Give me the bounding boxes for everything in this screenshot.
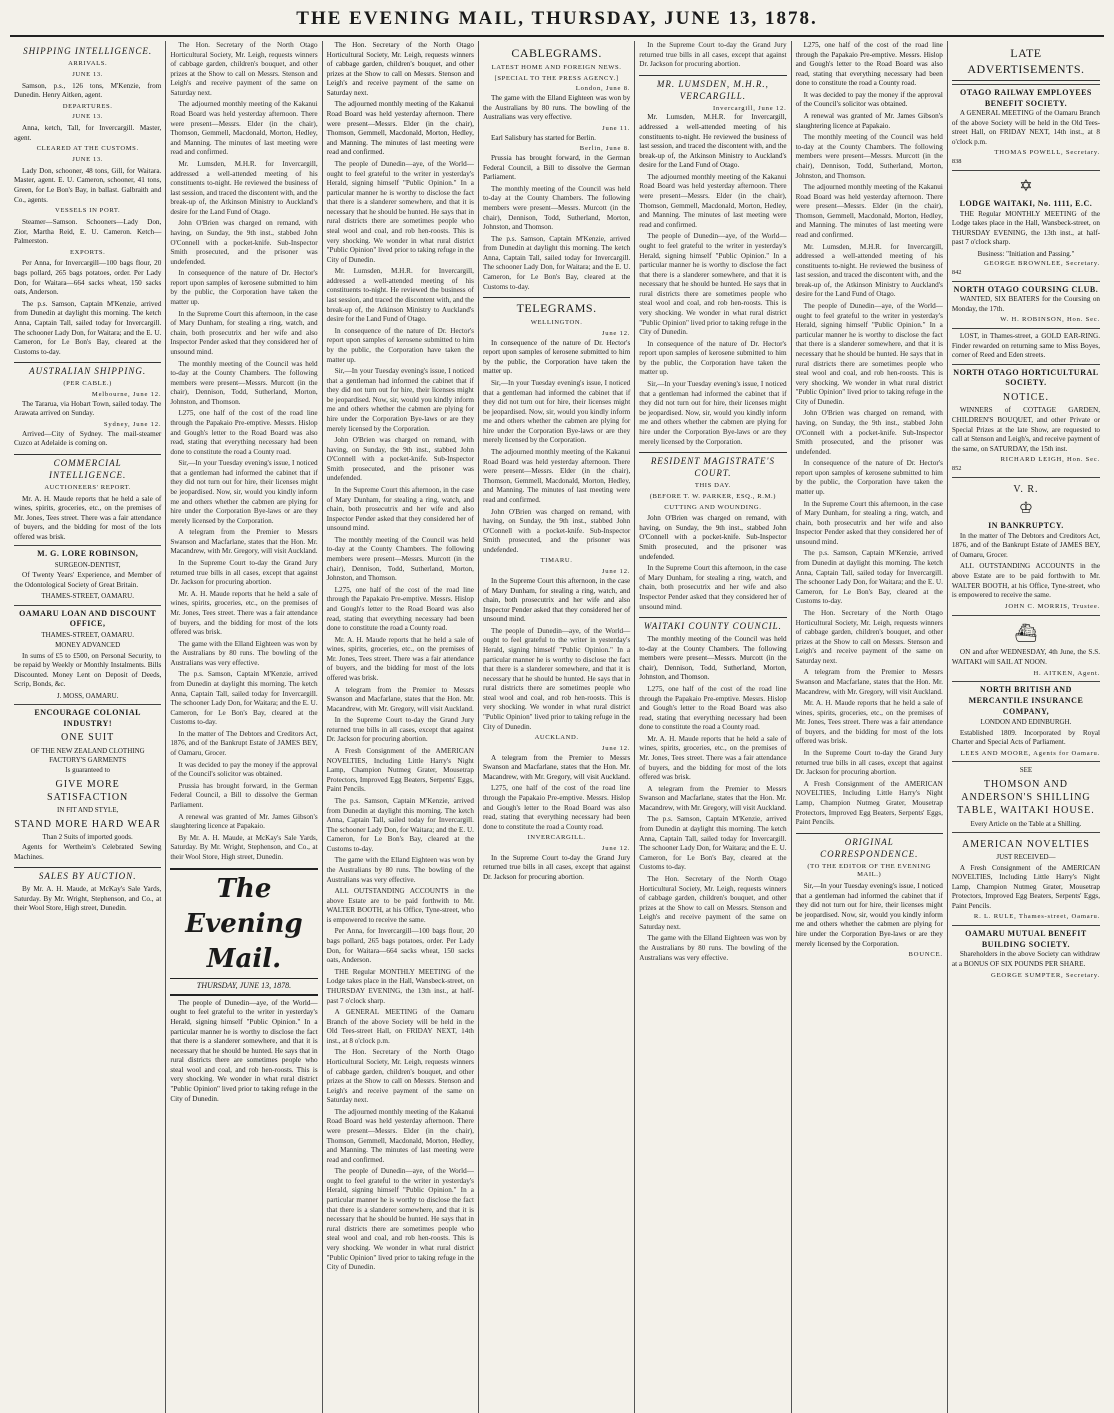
column-4-article-4: The adjourned monthly meeting of the Kakanui Road Board was held yesterday afternoon. There were present—Messrs. Elder (in the chair), Thomson, Gemmell, Macdonald, Morton, Hedley, and Manning. The minutes of last meeting were read and confirmed.: [482, 448, 631, 504]
correspondence-sub: (TO THE EDITOR OF THE EVENING MAIL.): [807, 862, 932, 879]
sales-heading: SALES BY AUCTION.: [14, 867, 161, 883]
american-novelties-ad: [952, 832, 1100, 922]
column-5-article: The adjourned monthly meeting of the Kakanui Road Board was held yesterday afternoon. There were present—Messrs. Elder (in the chair), Thomson, Gemmell, Macdonald, Morton, Hedley, and Manning. The minutes of last meeting were read and confirmed.: [639, 172, 787, 229]
steamer-ad: [952, 615, 1100, 679]
column-6-article-12: In the Supreme Court to-day the Grand Jury returned true bills in all cases, except that against Dr. Jackson for procuring abortion.: [795, 749, 943, 777]
building-society-signature: GEORGE SUMPTER, Secretary.: [991, 971, 1101, 979]
column-2-article-15: In the matter of The Debtors and Creditors Act, 1876, and of the Bankrupt Estate of JAMES BEY, of Oamaru, Grocer.: [170, 729, 318, 758]
clothing-ad-text-3: IN FIT AND STYLE,: [56, 806, 119, 815]
cable-text-2: Earl Salisbury has started for Berlin.: [490, 133, 596, 142]
cable-text-3: Prussia has brought forward, in the German Federal Council, a Bill to dissolve the German Parliament.: [482, 154, 631, 182]
steamship-icon: ⛴: [1014, 622, 1038, 643]
shipping-heading: SHIPPING INTELLIGENCE.: [23, 46, 153, 56]
dentist-ad-address: THAMES-STREET, OAMARU.: [41, 592, 134, 601]
telegrams-heading: TELEGRAMS.: [483, 297, 630, 317]
lodge-ad-number: 842: [951, 269, 962, 277]
shilling-ad-see: SEE: [1019, 766, 1033, 775]
column-3-article-8: L275, one half of the cost of the road line through the Papakaio Pre-emptive. Messrs. Hislop and Gough's letter to the Road Board was also read, stating that everything necessary had been done to constitute the road a County road.: [326, 585, 474, 633]
column-2-article: The Hon. Secretary of the North Otago Horticultural Society, Mr. Leigh, requests winners of cabbage garden, children's bouquet, and other prizes at the Show to call on Messrs. Stenson and Leigh's and receive payment of the same on Saturday next.: [170, 41, 318, 97]
novelties-ad-sub: JUST RECEIVED—: [996, 853, 1056, 862]
loan-ad-head: MONEY ADVANCED: [55, 641, 121, 650]
column-5-article-9: The p.s. Samson, Captain M'Kenzie, arrived from Dunedin at daylight this morning. The ketch Anna, Captain Tall, sailed today for Invercargill. The schooner Lady Don, for Waitara; and the E. U. Cameron, for Le Bon's Bay, cleared at the Customs to-day.: [639, 815, 787, 872]
novelties-ad-title: AMERICAN NOVELTIES: [961, 838, 1090, 850]
lodge-ad-signature: GEORGE BROWNLEE, Secretary.: [984, 260, 1101, 268]
column-3-article: The people of Dunedin—aye, of the World—ought to feel grateful to the writer in yesterday's Herald, signing himself "Public Opinion." In a particular manner he is worthy to disclose the fact that there is a slanderer somewhere, and that it is necessary that he should be hunted. He says that in rural districts there are sometimes people who steal wool and coal, and rob hen-roosts. This is very shocking. We wonder in what rural district "Public Opinion" lived prior to taking refuge in the City of Dunedin.: [326, 159, 474, 264]
cablegrams-sub-2: [SPECIAL TO THE PRESS AGENCY.]: [494, 74, 619, 82]
column-2-article-2: The adjourned monthly meeting of the Kakanui Road Board was held yesterday afternoon. There were present—Messrs. Elder (in the chair), Thomson, Gemmell, Macdonald, Morton, Hedley, and Manning. The minutes of last meeting were read and confirmed.: [170, 100, 318, 157]
masonic-emblem-icon: ✡: [1019, 177, 1033, 195]
waitaki-council-text: The monthly meeting of the Council was held to-day at the County Chambers. The following members were present—Messrs. Murcott (in the chair), Dennison, Todd, Sutherland, Morton, Johnston, and Thomson.: [639, 635, 787, 682]
clothing-ad-big-2: STAND MORE HARD WEAR: [14, 818, 161, 830]
cablegrams-heading: CABLEGRAMS.: [511, 46, 602, 60]
rm-court-heading: RESIDENT MAGISTRATE'S COURT.: [639, 452, 786, 480]
column-2-article-10: A telegram from the Premier to Messrs Swanson and Macfarlane, states that the Hon. Mr. Macandrew, with Mr. Gregory, will visit Auckland.: [170, 528, 318, 556]
steamer-ad-text: ON and after WEDNESDAY, 4th June, the S.S. WAITAKI will SAIL AT NOON.: [951, 648, 1101, 667]
coursing-ad-text: WANTED, SIX BEATERS for the Coursing on Monday, the 17th.: [951, 295, 1101, 313]
cablegrams-sub-1: LATEST HOME AND FOREIGN NEWS.: [491, 63, 622, 71]
column-3-article-20: The adjourned monthly meeting of the Kakanui Road Board was held yesterday afternoon. There were present—Messrs. Elder (in the chair), Thomson, Gemmell, Macdonald, Morton, Hedley, and Manning. The minutes of last meeting were read and confirmed.: [326, 1107, 474, 1164]
column-5-article-6: L275, one half of the cost of the road line through the Papakaio Pre-emptive. Messrs. Hislop and Gough's letter to the Road Board was also read, stating that everything necessary had been done to constitute the road a County road.: [639, 684, 787, 732]
column-3-article-4: Sir,—In your Tuesday evening's issue, I noticed that a gentleman had informed the cabinet that if they did not turn out for hire, their licenses might be jeopardised. Now, sir, would you kindly inform me and others whether the cabmen are plying for hire under the Corporation Bye-laws or are they merely licensed by the Corporation.: [326, 367, 474, 433]
column-2-article-19: By Mr. A. H. Maude, at McKay's Sale Yards, Saturday. By Mr. Wright, Stephenson, and Co., at their Wool Store, High street, Dunedin.: [170, 833, 318, 861]
departures-text: Anna, ketch, Tall, for Invercargill. Master, agent.: [14, 124, 162, 142]
exports-heading: EXPORTS.: [69, 248, 106, 256]
horticultural-ad-text: WINNERS of COTTAGE GARDEN, CHILDREN'S BOUQUET, and other Private or Special Prizes at the late Show, are requested to call at Stenson and Leigh's, and receive payment of the same, on SATURDAY, the 15th inst.: [951, 406, 1101, 453]
cable-date-2: June 11.: [602, 124, 631, 132]
column-1: [10, 41, 166, 1413]
cable-date-3: Berlin, June 8.: [579, 145, 631, 153]
lost-earring-ad: [952, 328, 1100, 361]
invercargill-date: June 12.: [601, 845, 631, 853]
insurance-ad: [952, 681, 1100, 758]
steamer-ad-signature: H. AITKEN, Agent.: [1033, 669, 1101, 677]
column-3-article-3: In consequence of the nature of Dr. Hector's report upon samples of kerosene submitted to him by the public, the Corporation have taken the matter up.: [326, 326, 474, 364]
lodge-ad-title: LODGE WAITAKI, No. 1111, E.C.: [959, 199, 1093, 209]
invercargill-heading: INVERCARGILL.: [527, 834, 586, 842]
column-3-article-14: The game with the Elland Eighteen was won by the Australians by 80 runs. The bowling of the Australians was very effective.: [326, 856, 474, 884]
auckland-text: A telegram from the Premier to Messrs Swanson and Macfarlane, states that the Hon. Mr. Macandrew, with Mr. Gregory, will visit Auckland.: [482, 753, 631, 781]
column-5-article-3: In consequence of the nature of Dr. Hector's report upon samples of kerosene submitted to him by the public, the Corporation have taken the matter up.: [639, 339, 787, 377]
column-6-article-6: In consequence of the nature of Dr. Hector's report upon samples of kerosene submitted to him by the public, the Corporation have taken the matter up.: [795, 459, 943, 497]
auckland-heading: AUCKLAND.: [534, 734, 579, 742]
railway-society-ad: [952, 84, 1100, 167]
shipping-news: The p.s. Samson, Captain M'Kenzie, arrived from Dunedin at daylight this morning. The ketch Anna, Captain Tall, sailed today for Invercargill. The schooner Lady Don, for Waitara; and the E. U. Cameron, for Le Bon's Bay, cleared at the Customs to-day.: [14, 299, 162, 356]
column-3-article-16: Per Anna, for Invercargill—100 bags flour, 20 bags pollard, 265 bags potatoes, order. Per Lady Don, for Waitara—664 sacks wheat, 150 sacks oats, Anderson.: [326, 927, 474, 965]
cable-date-1: London, June 8.: [575, 85, 631, 93]
royal-crest-icon: ♔: [1018, 499, 1034, 517]
australian-text-1: The Tararua, via Hobart Town, sailed today. The Arawata arrived on Sunday.: [14, 399, 162, 418]
editorial-text: The people of Dunedin—aye, of the World—ought to feel grateful to the writer in yesterday's Herald, signing himself "Public Opinion." In a particular manner he is worthy to disclose the fact that there is a slanderer somewhere, and that it is necessary that he should be hunted. He says that in rural districts there are sometimes people who steal wool and coal, and rob hen-roosts. This is very shocking. We wonder in what rural district "Public Opinion" lived prior to taking refuge in the City of Dunedin.: [170, 998, 318, 1103]
shilling-ad-text: THOMSON AND ANDERSON'S SHILLING TABLE, WAITAKI HOUSE.: [957, 778, 1095, 817]
novelties-ad-text: A Fresh Consignment of the AMERICAN NOVELTIES, Including Little Harry's Night Lamp, Champion Nutmeg Grater, Mousetrap Protectors, Improved Egg Beaters, Serpents' Eggs, Paint Pencils.: [951, 863, 1101, 910]
shilling-table-ad: [952, 761, 1100, 828]
railway-ad-signature: THOMAS POWELL, Secretary.: [994, 149, 1101, 157]
insurance-ad-signature: LEES AND MOORE, Agents for Oamaru.: [960, 749, 1101, 757]
departures-heading: DEPARTURES.: [62, 102, 113, 110]
building-society-title: OAMARU MUTUAL BENEFIT BUILDING SOCIETY.: [965, 929, 1087, 949]
road-decision-text: It was decided to pay the money if the approval of the Council's solicitor was obtained.: [795, 90, 943, 109]
insurance-ad-sub: LONDON AND EDINBURGH.: [980, 718, 1072, 727]
column-2-article-7: The monthly meeting of the Council was held to-day at the County Chambers. The following members were present—Messrs. Murcott (in the chair), Dennison, Todd, Sutherland, Morton, Johnston, and Thomson.: [170, 359, 318, 406]
clothing-ad-text-4: Than 2 Suits of imported goods.: [42, 832, 133, 841]
column-3-article-21: The people of Dunedin—aye, of the World—ought to feel grateful to the writer in yesterday's Herald, signing himself "Public Opinion." In a particular manner he is worthy to disclose the fact that there is a slanderer somewhere, and that it is necessary that he should be hunted. He says that in rural districts there are sometimes people who steal wool and coal, and rob hen-roosts. This is very shocking. We wonder in what rural district "Public Opinion" lived prior to taking refuge in the City of Dunedin.: [326, 1167, 474, 1272]
auctioneers-text: Mr. A. H. Maude reports that he held a sale of wines, spirits, groceries, etc., on the premises of Mr. Jones, Tees street. There was a fair attendance of buyers, and the bidding for most of the lots offered was brisk.: [14, 494, 162, 541]
vessels-text: Steamer—Samson. Schooners—Lady Don, Zior, Martha Reid, E. U. Cameron. Ketch—Palmerston.: [14, 217, 162, 246]
column-5-article-11: The game with the Elland Eighteen was won by the Australians by 80 runs. The bowling of the Australians was very effective.: [639, 934, 787, 962]
vessels-heading: VESSELS IN PORT.: [54, 207, 121, 215]
correspondence-heading: ORIGINAL CORRESPONDENCE.: [796, 833, 943, 861]
column-2: [166, 41, 322, 1413]
column-3-article-12: A Fresh Consignment of the AMERICAN NOVELTIES, Including Little Harry's Night Lamp, Champion Nutmeg Grater, Mousetrap Protectors, Improved Egg Beaters, Serpents' Eggs, Paint Pencils.: [326, 747, 474, 794]
lumsden-heading: MR. LUMSDEN, M.H.R., VERCARGILL.: [639, 75, 786, 103]
rm-court-sub: THIS DAY.: [694, 482, 731, 490]
column-5-article-4: Sir,—In your Tuesday evening's issue, I noticed that a gentleman had informed the cabinet that if they did not turn out for hire, their licenses might be jeopardised. Now, sir, would you kindly inform me and others whether the cabmen are plying for hire under the Corporation Bye-laws or are they merely licensed by the Corporation.: [639, 380, 787, 446]
column-2-article-18: A renewal was granted of Mr. James Gibson's slaughtering licence at Papakaio.: [170, 812, 318, 831]
coursing-ad: [952, 281, 1100, 326]
column-3-article-10: A telegram from the Premier to Messrs Swanson and Macfarlane, states that the Hon. Mr. Macandrew, with Mr. Gregory, will visit Auckland.: [326, 685, 474, 713]
insurance-ad-text: Established 1809. Incorporated by Royal Charter and Special Acts of Parliament.: [951, 728, 1101, 747]
bankruptcy-ad-text-2: ALL OUTSTANDING ACCOUNTS in the above Estate are to be paid forthwith to Mr. WALTER BOOTH, at his Office, Tyne-street, who is empowered to receive the same.: [951, 562, 1101, 600]
cable-text-1: The game with the Elland Eighteen was won by the Australians by 80 runs. The bowling of the Australians was very effective.: [482, 94, 631, 122]
column-6-article-13: A Fresh Consignment of the AMERICAN NOVELTIES, Including Little Harry's Night Lamp, Champion Nutmeg Grater, Mousetrap Protectors, Improved Egg Beaters, Serpents' Eggs, Paint Pencils.: [795, 779, 943, 827]
clothing-ad-text-2: Is guaranteed to: [65, 766, 111, 775]
building-society-text: Shareholders in the above Society can withdraw at a BONUS OF SIX POUNDS PER SHARE.: [951, 950, 1101, 969]
rm-court-text: John O'Brien was charged on remand, with having, on Sunday, the 9th inst., stabbed John O'Connell with a pocket-knife. Sub-Inspector Smith prosecuted, and the prisoner was undefended.: [639, 514, 787, 561]
column-2-article-17: Prussia has brought forward, in the German Federal Council, a Bill to dissolve the German Parliament.: [170, 781, 318, 809]
column-4: [479, 41, 635, 1413]
horticultural-ad-number: 852: [951, 465, 962, 473]
timaru-date: June 12.: [601, 568, 631, 576]
dentist-ad-text: Of Twenty Years' Experience, and Member of the Odontological Society of Great Britain.: [14, 571, 162, 589]
railway-ad-title: OTAGO RAILWAY EMPLOYEES BENEFIT SOCIETY.: [960, 87, 1092, 108]
shilling-ad-line: Every Article on the Table at a Shilling.: [970, 819, 1082, 828]
australian-text-2: Arrived—City of Sydney. The mail-steamer Cuzco at Adelaide is coming on.: [14, 429, 162, 448]
bankruptcy-ad-title: IN BANKRUPTCY.: [988, 521, 1064, 531]
departures-date: JUNE 13.: [72, 113, 104, 121]
dentist-ad-title: M. G. LORE ROBINSON,: [37, 549, 139, 559]
australian-shipping-heading: AUSTRALIAN SHIPPING.: [14, 362, 161, 378]
column-7: [948, 41, 1104, 1413]
clothing-ad-big-1: GIVE MORE SATISFACTION: [47, 778, 129, 803]
lodge-ad: [952, 170, 1100, 278]
column-3-article-13: The p.s. Samson, Captain M'Kenzie, arrived from Dunedin at daylight this morning. The ketch Anna, Captain Tall, sailed today for Invercargill. The schooner Lady Don, for Waitara; and the E. U. Cameron, for Le Bon's Bay, cleared at the Customs to-day.: [326, 796, 474, 853]
column-2-article-8: L275, one half of the cost of the road line through the Papakaio Pre-emptive. Messrs. Hislop and Gough's letter to the Road Board was also read, stating that everything necessary had been done to constitute the road a County road.: [170, 409, 318, 456]
sales-text: By Mr. A. H. Maude, at McKay's Sale Yards, Saturday. By Mr. Wright, Stephenson, and Co., at their Wool Store, High street, Dunedin.: [14, 885, 162, 913]
page-header: THE EVENING MAIL, THURSDAY, JUNE 13, 1878.: [10, 8, 1104, 37]
cleared-date: JUNE 13.: [72, 156, 104, 164]
arrivals-text: Samson, p.s., 126 tons, M'Kenzie, from Dunedin. Henry Aitken, agent.: [14, 81, 162, 100]
correspondence-text: Sir,—In your Tuesday evening's issue, I noticed that a gentleman had informed the cabinet that if they did not turn out for hire, their licenses might be jeopardised. Now, sir, would you kindly inform me and others whether the cabmen are plying for hire under the Corporation Bye-laws or are they merely licensed by the Corporation.: [795, 882, 943, 948]
column-4-article-5: John O'Brien was charged on remand, with having, on Sunday, the 9th inst., stabbed John O'Connell with a pocket-knife. Sub-Inspector Smith prosecuted, and the prisoner was undefended.: [482, 507, 631, 554]
auctioneers-heading: AUCTIONEERS' REPORT.: [44, 483, 131, 491]
column-2-article-11: In the Supreme Court to-day the Grand Jury returned true bills in all cases, except that against Dr. Jackson for procuring abortion.: [170, 559, 318, 587]
column-3-article-7: The monthly meeting of the Council was held to-day at the County Chambers. The following members were present—Messrs. Murcott (in the chair), Dennison, Todd, Sutherland, Morton, Johnston, and Thomson.: [326, 535, 474, 583]
column-6-article-7: In the Supreme Court this afternoon, in the case of Mary Dunham, for stealing a ring, watch, and chain, both prosecutrix and her wife and also Inspector Pender asked that they considered her of unsound mind.: [795, 499, 943, 546]
arrivals-heading: ARRIVALS.: [68, 59, 108, 67]
commercial-heading: COMMERCIAL INTELLIGENCE.: [14, 454, 161, 482]
column-6-article-11: Mr. A. H. Maude reports that he held a sale of wines, spirits, groceries, etc., on the premises of Mr. Jones, Tees street. There was a fair attendance of buyers, and the bidding for most of the lots offered was brisk.: [795, 699, 943, 746]
column-6-article-2: The adjourned monthly meeting of the Kakanui Road Board was held yesterday afternoon. There were present—Messrs. Elder (in the chair), Thomson, Gemmell, Macdonald, Morton, Hedley, and Manning. The minutes of last meeting were read and confirmed.: [795, 183, 943, 239]
wellington-text: In consequence of the nature of Dr. Hector's report upon samples of kerosene submitted to him by the public, the Corporation have taken the matter up.: [482, 338, 631, 376]
loan-ad-signature: J. MOSS, OAMARU.: [56, 691, 119, 700]
slaughter-licence-text: A renewal was granted of Mr. James Gibson's slaughtering licence at Papakaio.: [795, 112, 943, 130]
waitaki-council-heading: WAITAKI COUNTY COUNCIL.: [639, 617, 786, 633]
column-6-article-3: Mr. Lumsden, M.H.R. for Invercargill, addressed a well-attended meeting of his constituents to-night. He reviewed the business of last session, and traced the discontent with, and the break-up of, the Atkinson Ministry to Auckland's desire for the Land Fund of Otago.: [795, 242, 943, 299]
column-4-article-3: Sir,—In your Tuesday evening's issue, I noticed that a gentleman had informed the cabinet that if they did not turn out for hire, their licenses might be jeopardised. Now, sir, would you kindly inform me and others whether the cabmen are plying for hire under the Corporation Bye-laws or are they merely licensed by the Corporation.: [482, 378, 631, 445]
lumsden-text: Mr. Lumsden, M.H.R. for Invercargill, addressed a well-attended meeting of his constituents to-night. He reviewed the business of last session, and traced the discontent with, and the break-up of, the Atkinson Ministry to Auckland's desire for the Land Fund of Otago.: [639, 113, 787, 170]
horticultural-ad: [952, 364, 1100, 474]
column-5-article-7: Mr. A. H. Maude reports that he held a sale of wines, spirits, groceries, etc., on the premises of Mr. Jones, Tees street. There was a fair attendance of buyers, and the bidding for most of the lots offered was brisk.: [639, 734, 787, 782]
column-2-article-14: The p.s. Samson, Captain M'Kenzie, arrived from Dunedin at daylight this morning. The ketch Anna, Captain Tall, sailed today for Invercargill. The schooner Lady Don, for Waitara; and the E. U. Cameron, for Le Bon's Bay, cleared at the Customs to-day.: [170, 670, 318, 727]
horticultural-ad-signature: RICHARD LEIGH, Hon. Sec.: [1000, 456, 1101, 464]
railway-ad-number: 838: [951, 158, 962, 166]
invercargill-text: In the Supreme Court to-day the Grand Jury returned true bills in all cases, except that against Dr. Jackson for procuring abortion.: [482, 853, 631, 882]
column-2-article-5: In consequence of the nature of Dr. Hector's report upon samples of kerosene submitted to him by the public, the Corporation have taken the matter up.: [170, 269, 318, 307]
bankruptcy-ad-signature: JOHN C. MORRIS, Trustee.: [1004, 602, 1101, 610]
column-6-article-5: John O'Brien was charged on remand, with having, on Sunday, the 9th inst., stabbed John O'Connell with a pocket-knife. Sub-Inspector Smith prosecuted, and the prisoner was undefended.: [795, 409, 943, 456]
dentist-ad: [14, 545, 161, 601]
bankruptcy-ad-text: In the matter of The Debtors and Creditors Act, 1876, and of the Bankrupt Estate of JAMES BEY, of Oamaru, Grocer.: [951, 531, 1101, 559]
column-4-article-2: The p.s. Samson, Captain M'Kenzie, arrived from Dunedin at daylight this morning. The ketch Anna, Captain Tall, sailed today for Invercargill. The schooner Lady Don, for Waitara; and the E. U. Cameron, for Le Bon's Bay, cleared at the Customs to-day.: [482, 234, 631, 291]
clothing-ad-suit: ONE SUIT: [61, 732, 115, 744]
column-3: [323, 41, 479, 1413]
column-5-article-8: A telegram from the Premier to Messrs Swanson and Macfarlane, states that the Hon. Mr. Macandrew, with Mr. Gregory, will visit Auckland.: [639, 784, 787, 812]
australian-date-1: Melbourne, June 12.: [91, 390, 162, 398]
column-3-article-6: In the Supreme Court this afternoon, in the case of Mary Dunham, for stealing a ring, watch, and chain, both prosecutrix and her wife and also Inspector Pender asked that they considered her of unsound mind.: [326, 486, 474, 533]
columns: [10, 41, 1104, 1413]
lodge-ad-business: Business: "Initiation and Passing.": [977, 249, 1075, 258]
insurance-ad-title: NORTH BRITISH AND MERCANTILE INSURANCE COMPANY,: [968, 685, 1084, 716]
timaru-text: In the Supreme Court this afternoon, in the case of Mary Dunham, for stealing a ring, watch, and chain, both prosecutrix and her wife and also Inspector Pender asked that they considered her of unsound mind.: [482, 576, 631, 624]
column-2-article-13: The game with the Elland Eighteen was won by the Australians by 80 runs. The bowling of the Australians was very effective.: [170, 639, 318, 667]
column-4-article-6: The people of Dunedin—aye, of the World—ought to feel grateful to the writer in yesterday's Herald, signing himself "Public Opinion." In a particular manner he is worthy to disclose the fact that there is a slanderer somewhere, and that it is necessary that he should be hunted. He says that in rural districts there are sometimes people who steal wool and coal, and rob hen-roosts. This is very shocking. We wonder in what rural district "Public Opinion" lived prior to taking refuge in the City of Dunedin.: [482, 626, 631, 731]
coursing-ad-signature: W. H. ROBINSON, Hon. Sec.: [1000, 316, 1101, 324]
column-4-article-7: L275, one half of the cost of the road line through the Papakaio Pre-emptive. Messrs. Hislop and Gough's letter to the Road Board was also read, stating that everything necessary had been done to constitute the road a County road.: [482, 784, 631, 831]
column-3-article-17: THE Regular MONTHLY MEETING of the Lodge takes place in the Hall, Wansbeck-street, on THURSDAY EVENING, the 13th inst., at half-past 7 o'clock sharp.: [326, 967, 474, 1005]
loan-office-ad: [14, 605, 161, 701]
wellington-date: June 12.: [601, 329, 631, 337]
late-ads-heading: LATE ADVERTISEMENTS.: [952, 46, 1100, 81]
timaru-heading: TIMARU.: [540, 557, 573, 565]
clothing-factory-ad: [14, 704, 161, 862]
column-5-article-2: The people of Dunedin—aye, of the World—ought to feel grateful to the writer in yesterday's Herald, signing himself "Public Opinion." In a particular manner he is worthy to disclose the fact that there is a slanderer somewhere, and that it is necessary that he should be hunted. He says that in rural districts there are sometimes people who steal wool and coal, and rob hen-roosts. This is very shocking. We wonder in what rural district "Public Opinion" lived prior to taking refuge in the City of Dunedin.: [639, 232, 787, 337]
railway-ad-text: A GENERAL MEETING of the Oamaru Branch of the above Society will be held in the Old Tees-street Hall, on FRIDAY NEXT, 14th inst., at 8 o'clock p.m.: [951, 109, 1101, 146]
australian-sub: (PER CABLE.): [63, 380, 112, 388]
wellington-heading: WELLINGTON.: [530, 319, 583, 327]
column-5-article-5: In the Supreme Court this afternoon, in the case of Mary Dunham, for stealing a ring, watch, and chain, both prosecutrix and her wife and also Inspector Pender asked that they considered her of unsound mind.: [639, 564, 787, 611]
column-2-article-16: It was decided to pay the money if the approval of the Council's solicitor was obtained.: [170, 760, 318, 779]
lost-earring-text: LOST, in Thames-street, a GOLD EAR-RING. Finder rewarded on returning same to Miss Boyes, corner of Reed and Eden streets.: [951, 332, 1101, 360]
clothing-ad-agents: Agents for Wertheim's Celebrated Sewing Machines.: [14, 843, 162, 861]
correspondence-signature: BOUNCE.: [908, 951, 943, 959]
coursing-ad-title: NORTH OTAGO COURSING CLUB.: [953, 284, 1099, 294]
loan-ad-title: OAMARU LOAN AND DISCOUNT OFFICE,: [19, 608, 157, 629]
column-3-article-2: Mr. Lumsden, M.H.R. for Invercargill, addressed a well-attended meeting of his constituents to-night. He reviewed the business of last session, and traced the discontent with, and the break-up of, the Atkinson Ministry to Auckland's desire for the Land Fund of Otago.: [326, 267, 474, 324]
column-2-article-4: John O'Brien was charged on remand, with having, on Sunday, the 9th inst., stabbed John O'Connell with a pocket-knife. Sub-Inspector Smith prosecuted, and the prisoner was undefended.: [170, 219, 318, 266]
column-3-article-11: In the Supreme Court to-day the Grand Jury returned true bills in all cases, except that against Dr. Jackson for procuring abortion.: [326, 716, 474, 744]
column-5-lead: In the Supreme Court to-day the Grand Jury returned true bills in all cases, except that against Dr. Jackson for procuring abortion.: [639, 41, 787, 69]
horticultural-notice: The Hon. Secretary of the North Otago Horticultural Society, Mr. Leigh, requests winners of cabbage garden, children's bouquet, and other prizes at the Show to call on Messrs. Stenson and Leigh's and receive payment of the same on Saturday next.: [326, 41, 474, 97]
column-6-article-10: A telegram from the Premier to Messrs Swanson and Macfarlane, states that the Hon. Mr. Macandrew, with Mr. Gregory, will visit Auckland.: [795, 668, 943, 696]
column-2-article-6: In the Supreme Court this afternoon, in the case of Mary Dunham, for stealing a ring, watch, and chain, both prosecutrix and her wife and also Inspector Pender asked that they considered her of unsound mind.: [170, 309, 318, 356]
rm-court-case: CUTTING AND WOUNDING.: [664, 503, 762, 511]
horticultural-ad-notice: NOTICE.: [1002, 392, 1050, 404]
cleared-heading: CLEARED AT THE CUSTOMS.: [36, 145, 139, 153]
arrivals-date: JUNE 13.: [72, 70, 104, 78]
column-6-article: The monthly meeting of the Council was held to-day at the County Chambers. The following members were present—Messrs. Murcott (in the chair), Dennison, Todd, Sutherland, Morton, Johnston, and Thomson.: [795, 133, 943, 180]
column-2-article-12: Mr. A. H. Maude reports that he held a sale of wines, spirits, groceries, etc., on the premises of Mr. Jones, Tees street. There was a fair attendance of buyers, and the bidding for most of the lots offered was brisk.: [170, 589, 318, 637]
evening-mail-masthead: The Evening Mail.: [170, 868, 317, 979]
clothing-ad-title: ENCOURAGE COLONIAL INDUSTRY!: [34, 708, 141, 728]
loan-ad-address: THAMES-STREET, OAMARU.: [41, 631, 134, 640]
lodge-ad-text: THE Regular MONTHLY MEETING of the Lodge takes place in the Hall, Wansbeck-street, on THURSDAY EVENING, the 13th inst., at half-past 7 o'clock sharp.: [951, 209, 1101, 247]
column-3-article-9: Mr. A. H. Maude reports that he held a sale of wines, spirits, groceries, etc., on the premises of Mr. Jones, Tees street. There was a fair attendance of buyers, and the bidding for most of the lots offered was brisk.: [326, 635, 474, 682]
australian-date-2: Sydney, June 12.: [103, 420, 162, 428]
rm-court-before: (BEFORE T. W. PARKER, ESQ., R.M.): [649, 492, 777, 500]
bankruptcy-ad: [952, 477, 1100, 612]
column-2-article-3: Mr. Lumsden, M.H.R. for Invercargill, addressed a well-attended meeting of his constituents to-night. He reviewed the business of last session, and traced the discontent with, and the break-up of, the Atkinson Ministry to Auckland's desire for the Land Fund of Otago.: [170, 159, 318, 216]
lumsden-date: Invercargill, June 12.: [713, 104, 787, 112]
column-3-article-15: ALL OUTSTANDING ACCOUNTS in the above Estate are to be paid forthwith to Mr. WALTER BOOTH, at his Office, Tyne-street, who is empowered to receive the same.: [326, 887, 474, 924]
auckland-date: June 12.: [601, 744, 631, 752]
road-board-report: The adjourned monthly meeting of the Kakanui Road Board was held yesterday afternoon. There were present—Messrs. Elder (in the chair), Thomson, Gemmell, Macdonald, Morton, Hedley, and Manning. The minutes of last meeting were read and confirmed.: [326, 100, 474, 157]
cleared-text: Lady Don, schooner, 48 tons, Gill, for Waitara. Master, agent. E. U. Cameron, schooner, 41 tons, Green, for Le Bon's Bay, in ballast. Galbraith and Co., agents.: [14, 166, 162, 204]
exports-text: Per Anna, for Invercargill—100 bags flour, 20 bags pollard, 265 bags potatoes, order. Per Lady Don, for Waitara—664 sacks wheat, 150 sacks oats, Anderson.: [14, 259, 162, 297]
vr-monogram: V. R.: [1013, 483, 1039, 495]
column-6-article-8: The p.s. Samson, Captain M'Kenzie, arrived from Dunedin at daylight this morning. The ketch Anna, Captain Tall, sailed today for Invercargill. The schooner Lady Don, for Waitara; and the E. U. Cameron, for Le Bon's Bay, cleared at the Customs to-day.: [795, 549, 943, 606]
column-2-article-9: Sir,—In your Tuesday evening's issue, I noticed that a gentleman had informed the cabinet that if they did not turn out for hire, their licenses might be jeopardised. Now, sir, would you kindly inform me and others whether the cabmen are plying for hire under the Corporation Bye-laws or are they merely licensed by the Corporation.: [170, 459, 318, 525]
column-6: [792, 41, 948, 1413]
building-society-ad: [952, 925, 1100, 980]
clothing-ad-text-1: OF THE NEW ZEALAND CLOTHING FACTORY'S GARMENTS: [30, 746, 145, 765]
column-5: [635, 41, 791, 1413]
column-5-article-10: The Hon. Secretary of the North Otago Horticultural Society, Mr. Leigh, requests winners of cabbage garden, children's bouquet, and other prizes at the Show to call on Messrs. Stenson and Leigh's and receive payment of the same on Saturday next.: [639, 874, 787, 931]
column-4-article: The monthly meeting of the Council was held to-day at the County Chambers. The following members were present—Messrs. Murcott (in the chair), Dennison, Todd, Sutherland, Morton, Johnston, and Thomson.: [482, 184, 631, 232]
road-line-text: L275, one half of the cost of the road line through the Papakaio Pre-emptive. Messrs. Hislop and Gough's letter to the Road Board was also read, stating that everything necessary had been done to constitute the road a County road.: [795, 41, 943, 88]
column-6-article-4: The people of Dunedin—aye, of the World—ought to feel grateful to the writer in yesterday's Herald, signing himself "Public Opinion." In a particular manner he is worthy to disclose the fact that there is a slanderer somewhere, and that it is necessary that he should be hunted. He says that in rural districts there are sometimes people who steal wool and coal, and rob hen-roosts. This is very shocking. We wonder in what rural district "Public Opinion" lived prior to taking refuge in the City of Dunedin.: [795, 302, 943, 406]
column-6-article-9: The Hon. Secretary of the North Otago Horticultural Society, Mr. Leigh, requests winners of cabbage garden, children's bouquet, and other prizes at the Show to call on Messrs. Stenson and Leigh's and receive payment of the same on Saturday next.: [795, 608, 943, 665]
column-3-article-19: The Hon. Secretary of the North Otago Horticultural Society, Mr. Leigh, requests winners of cabbage garden, children's bouquet, and other prizes at the Show to call on Messrs. Stenson and Leigh's and receive payment of the same on Saturday next.: [326, 1048, 474, 1105]
horticultural-ad-title: NORTH OTAGO HORTICULTURAL SOCIETY.: [953, 367, 1099, 388]
dentist-ad-sub: SURGEON-DENTIST,: [54, 561, 121, 570]
novelties-ad-signature: R. L. RULE, Thames-street, Oamaru.: [973, 913, 1101, 921]
evening-mail-date: THURSDAY, JUNE 13, 1878.: [170, 981, 317, 996]
column-3-article-5: John O'Brien was charged on remand, with having, on Sunday, the 9th inst., stabbed John O'Connell with a pocket-knife. Sub-Inspector Smith prosecuted, and the prisoner was undefended.: [326, 436, 474, 483]
column-3-article-18: A GENERAL MEETING of the Oamaru Branch of the above Society will be held in the Old Tees-street Hall, on FRIDAY NEXT, 14th inst., at 8 o'clock p.m.: [326, 1008, 474, 1045]
loan-ad-text: In sums of £5 to £500, on Personal Security, to be repaid by Weekly or Monthly Instalments. Bills Discounted. Money Lent on Deposit of Deeds, Scrip, Bonds, &c.: [14, 651, 162, 689]
